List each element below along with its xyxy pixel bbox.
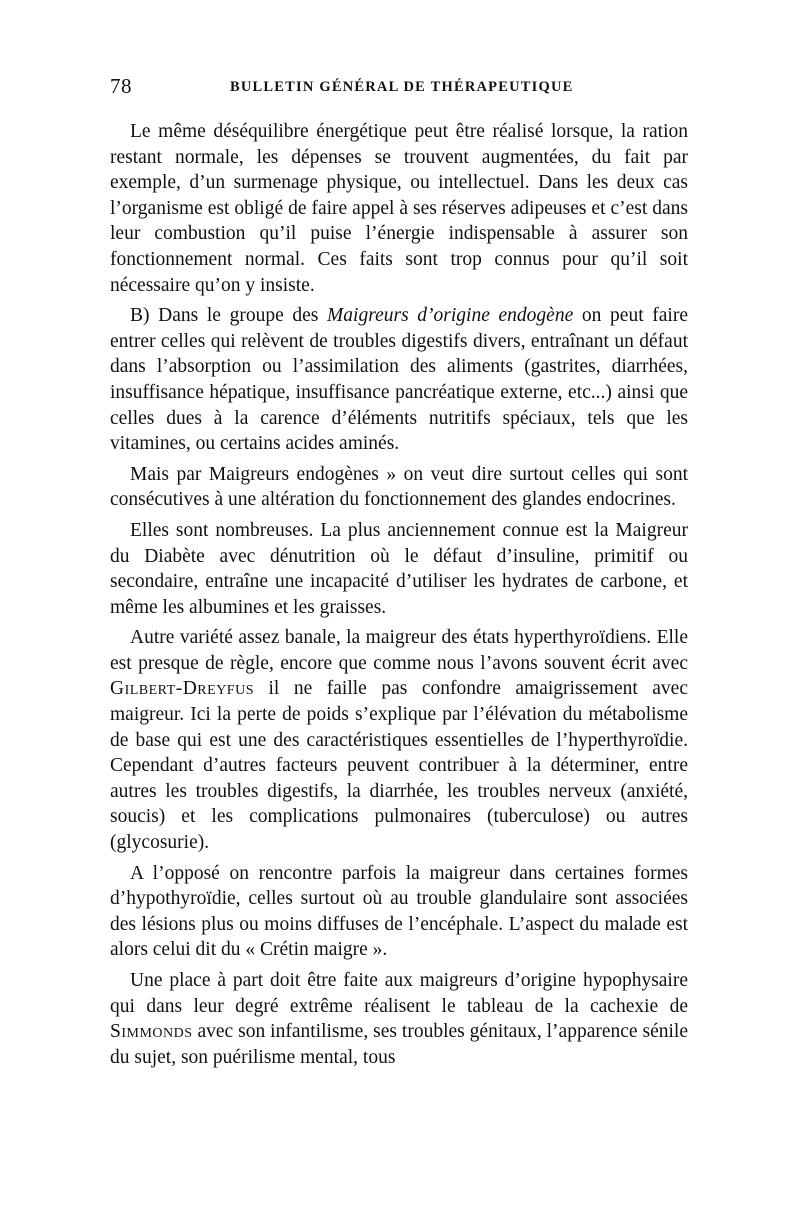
emphasized-term: Maigreurs d’origine endogène: [327, 305, 574, 327]
paragraph-diabetes: Elles sont nombreuses. La plus anciennement connue est la Maigreur du Diabète avec dénutrition où le défaut d’insuline, primitif ou secondaire, entraîne une incapacité d’utiliser les hydrates de carbone, et même les albumines et les graisses.: [110, 519, 688, 618]
paragraph-text: Une place à part doit être faite aux maigreurs d’origine hypophysaire qui dans leur degré extrême réalisent le tableau de la cachexie de: [110, 970, 688, 1017]
author-name: Simmonds: [110, 1021, 193, 1043]
paragraph-energy-imbalance: Le même déséquilibre énergétique peut être réalisé lorsque, la ration restant normale, les dépenses se trouvent augmentées, du fait par exemple, d’un surmenage physique, ou intellectuel. Dans les deux cas l’organisme est obligé de faire appel à ses réserves adipeuses et c’est dans leur combustion qu’il puise l’énergie indispensable à assurer son fonctionnement normal. Ces faits sont trop connus pour qu’il soit nécessaire qu’on y insiste.: [110, 121, 688, 296]
paragraph-endocrine: Mais par Maigreurs endogènes » on veut dire surtout celles qui sont consécutives à une altération du fonctionnement des glandes endocrines.: [110, 463, 688, 511]
page-number: 78: [110, 74, 132, 98]
running-title: BULLETIN GÉNÉRAL DE THÉRAPEUTIQUE: [230, 79, 574, 95]
paragraph-text: Autre variété assez banale, la maigreur des états hyperthyroïdiens. Elle est presque de règle, encore que comme nous l’avons souvent écrit avec: [110, 627, 688, 674]
paragraph-hypothyroid: A l’opposé on rencontre parfois la maigreur dans certaines formes d’hypothyroïdie, celles surtout où au trouble glandulaire sont associées des lésions plus ou moins diffuses de l’encéphale. L’aspect du malade est alors celui dit du « Crétin maigre ».: [110, 862, 688, 961]
paragraph-endogenous-group: [110, 303, 688, 457]
author-name: Gilbert-Dreyfus: [110, 678, 254, 700]
paragraph-text: on peut faire entrer celles qui relèvent de troubles digestifs divers, entraînant un défaut dans l’absorption ou l’assimilation des aliments (gastrites, diarrhées, insuffisance hépatique, insuffisance pancréatique externe, etc...) ainsi que celles dues à la carence d’éléments nutritifs spéciaux, tels que les vitamines, ou certains acides aminés.: [110, 305, 688, 455]
body-text: [110, 119, 688, 1075]
running-head: [110, 74, 690, 104]
paragraph-hyperthyroid: [110, 625, 688, 855]
paragraph-text: avec son infantilisme, ses troubles génitaux, l’apparence sénile du sujet, son puérilisme mental, tous: [110, 1021, 688, 1068]
paragraph-text: il ne faille pas confondre amaigrissement avec maigreur. Ici la perte de poids s’explique par l’élévation du métabolisme de base qui est une des caractéristiques essentielles de l’hyperthyroïdie. Cependant d’autres facteurs peuvent contribuer à la déterminer, entre autres les troubles digestifs, la diarrhée, les troubles nerveux (anxiété, soucis) et les complications pulmonaires (tuberculose) ou autres (glycosurie).: [110, 678, 688, 854]
paragraph-hypophyseal: [110, 968, 688, 1070]
paragraph-text: B) Dans le groupe des: [130, 305, 328, 327]
